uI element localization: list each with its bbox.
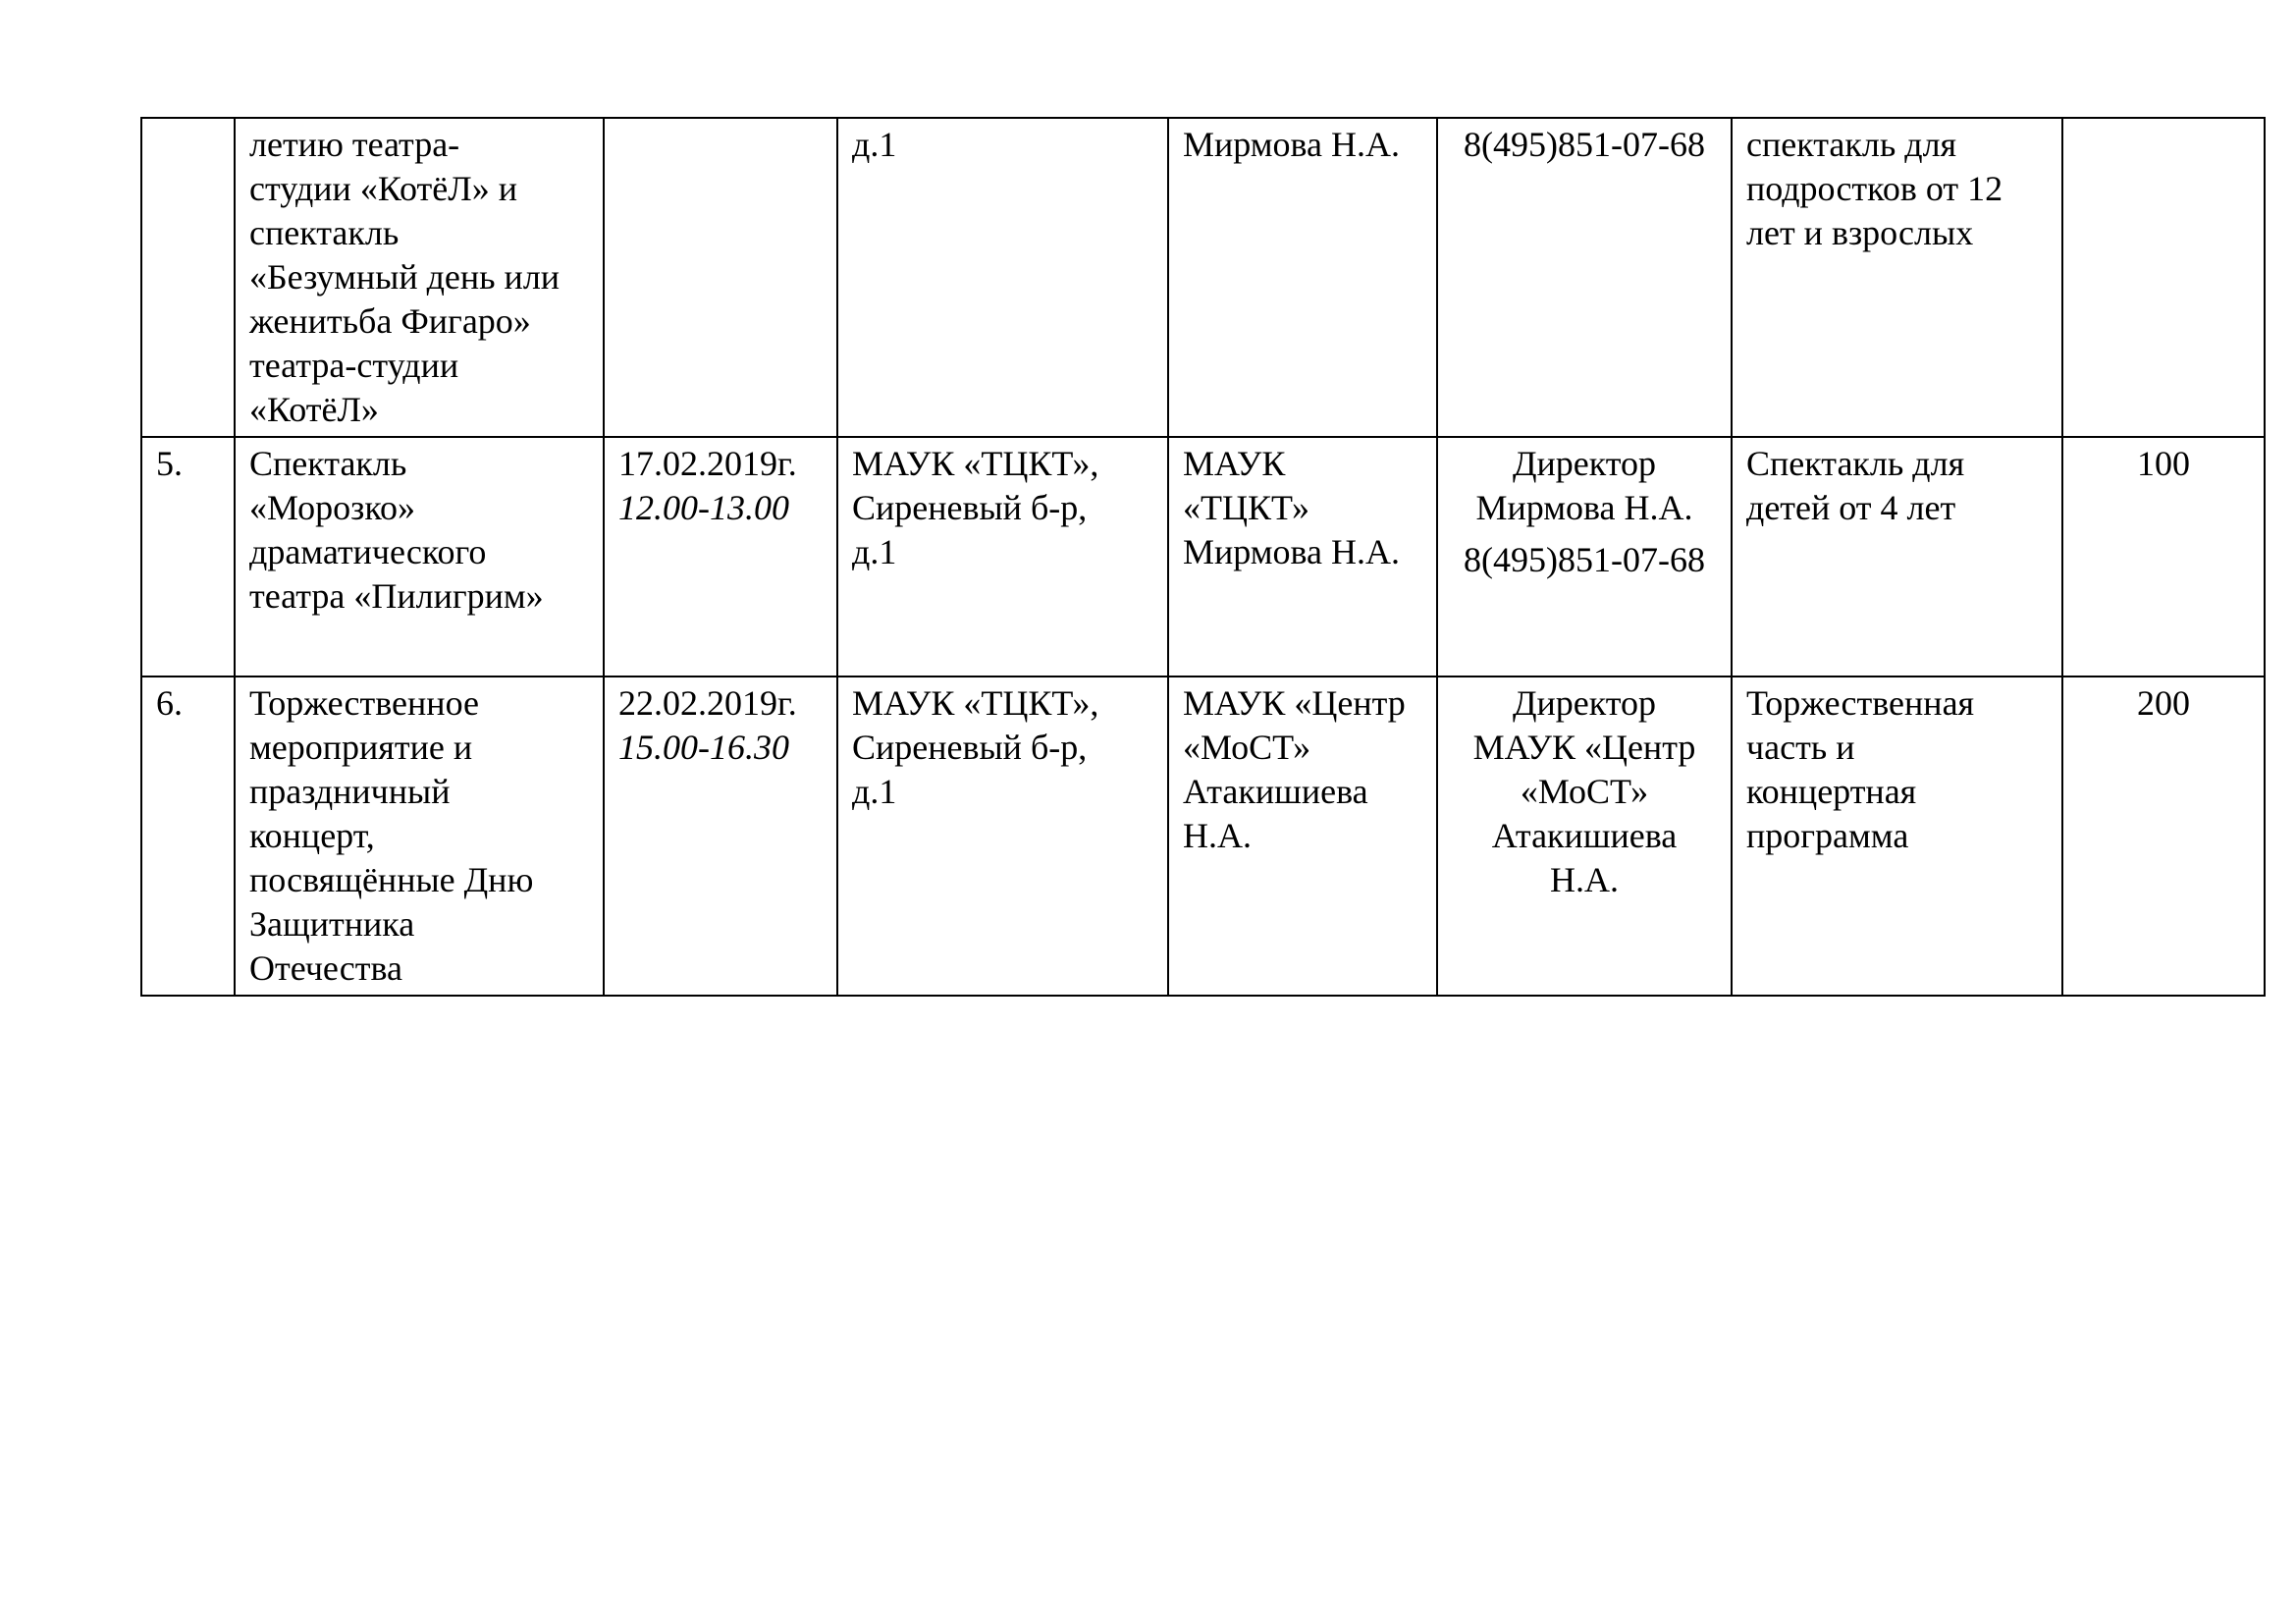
event-organizer: МАУК «ТЦКТ» Мирмова Н.А. <box>1168 437 1437 677</box>
participant-count <box>2062 118 2265 437</box>
responsible-contact <box>1437 677 1732 996</box>
event-name: Торжественное мероприятие и праздничный концерт, посвящённые Дню Защитника Отечества <box>235 677 604 996</box>
row-number <box>141 118 235 437</box>
responsible-phone: 8(495)851-07-68 <box>1464 125 1705 164</box>
responsible-name: Мирмова Н.А. <box>1475 488 1693 527</box>
row-number: 6. <box>141 677 235 996</box>
event-place: МАУК «ТЦКТ», Сиреневый б-р, д.1 <box>837 677 1168 996</box>
participant-count: 200 <box>2062 677 2265 996</box>
event-date-cell <box>604 437 837 677</box>
event-name: Спектакль «Морозко» драматического театра «Пилигрим» <box>235 437 604 677</box>
event-time: 12.00-13.00 <box>618 488 789 527</box>
event-time: 15.00-16.30 <box>618 728 789 767</box>
table-row <box>141 118 2265 437</box>
event-date-cell <box>604 677 837 996</box>
responsible-contact <box>1437 118 1732 437</box>
event-description: Торжественная часть и концертная программа <box>1732 677 2062 996</box>
responsible-contact <box>1437 437 1732 677</box>
event-organizer: МАУК «Центр «МоСТ» Атакишиева Н.А. <box>1168 677 1437 996</box>
event-date: 17.02.2019г. <box>618 444 797 483</box>
event-name: летию театра- студии «КотёЛ» и спектакль «Безумный день или женитьба Фигаро» театра-студии «КотёЛ» <box>235 118 604 437</box>
responsible-name: МАУК «Центр «МоСТ» Атакишиева Н.А. <box>1472 728 1696 899</box>
event-description: Спектакль для детей от 4 лет <box>1732 437 2062 677</box>
table-row <box>141 437 2265 677</box>
responsible-title: Директор <box>1512 444 1657 483</box>
event-place: д.1 <box>837 118 1168 437</box>
row-number: 5. <box>141 437 235 677</box>
event-description: спектакль для подростков от 12 лет и взрослых <box>1732 118 2062 437</box>
events-table <box>140 117 2266 997</box>
event-place: МАУК «ТЦКТ», Сиреневый б-р, д.1 <box>837 437 1168 677</box>
event-date: 22.02.2019г. <box>618 683 797 723</box>
event-organizer: Мирмова Н.А. <box>1168 118 1437 437</box>
participant-count: 100 <box>2062 437 2265 677</box>
responsible-phone: 8(495)851-07-68 <box>1464 540 1705 579</box>
table-row <box>141 677 2265 996</box>
event-date-cell <box>604 118 837 437</box>
responsible-title: Директор <box>1512 683 1657 723</box>
